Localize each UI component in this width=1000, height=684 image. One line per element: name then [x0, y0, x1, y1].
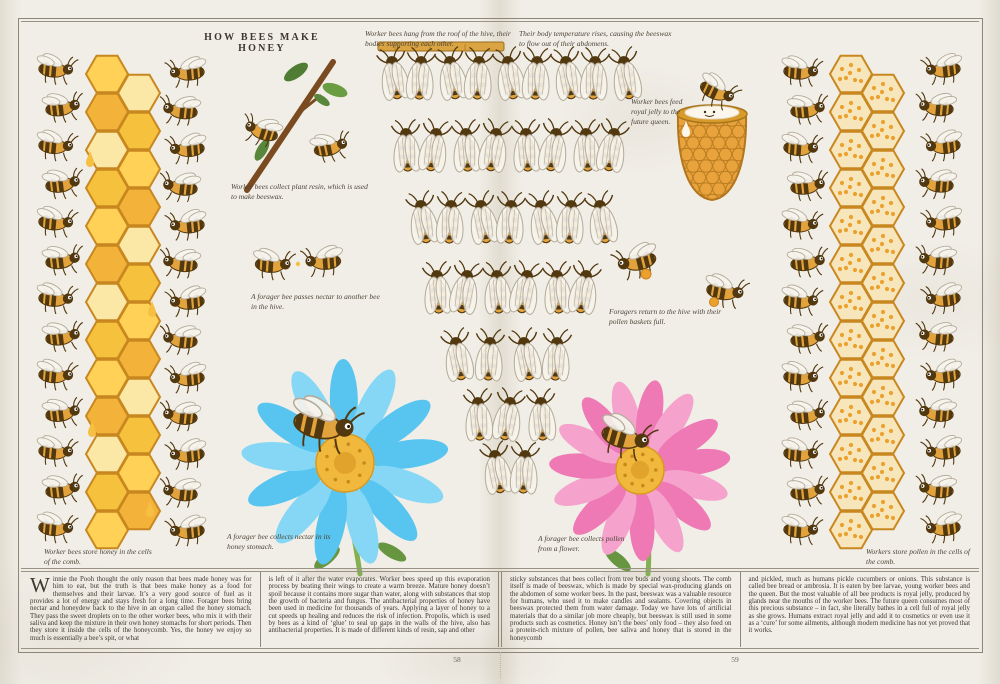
caption-bees-hang: Worker bees hang from the roof of the hive, their bodies supporting each other. [365, 29, 511, 48]
caption-pass-nectar: A forager bee passes nectar to another bee in the hive. [251, 292, 380, 311]
caption-royal-jelly: Worker bees feed royal jelly to the future queen. [631, 97, 683, 126]
page-number-right: 59 [731, 655, 739, 664]
body-column-1 [22, 572, 260, 647]
caption-collect-nectar: A forager bee collects nectar in its honey stomach. [227, 532, 331, 551]
skep-illustration [673, 67, 759, 207]
drop-cap: W [30, 573, 50, 597]
spine-crease [500, 652, 501, 678]
body-column-3: sticky substances that bees collect from tree buds and young shoots. The comb itself is made of beeswax, which is made by special wax-producing glands on the abdomen of some worker bees. In the past, beeswax was a valuable resource for humans, who used it to make candles and sealants. Covering objects in beeswax protected them from water damage. Today we have lots of artificial materials that do a similar job more cheaply, but beeswax is still used in some products such as cosmetics. Honey isn’t the bees’ only food – they also feed on a protein-rich mixture of pollen, bee saliva and honey that is stored in the honeycomb [510, 576, 732, 642]
nectar-pair [251, 242, 346, 282]
caption-foragers-return: Foragers return to the hive with their pollen baskets full. [609, 307, 722, 326]
page-title: HOW BEES MAKE HONEY [204, 32, 320, 54]
caption-beeswax-flow: Their body temperature rises, causing the beeswax to flow out of their abdomens. [519, 29, 672, 48]
body-text-block [22, 572, 978, 647]
caption-plant-resin: Worker bees collect plant resin, which is used to make beeswax. [231, 182, 368, 201]
honeycomb-right [830, 56, 904, 548]
body-column-2: is left of it after the water evaporates. Worker bees speed up this evaporation process by beating their wings to create a warm breeze. Mature honey doesn’t spoil because it contains more sugar than water, along with substances that stop the growth of bacteria and fungus. The antibacterial properties of honey have been used in medicine for thousands of years. Applying a layer of honey to a cut speeds up healing and reduces the risk of infection. Propolis, which is used by bees as a kind of ‘glue’ to seal up gaps in the walls of the hive, also has antibacterial properties. It is made of different kinds of resin, sap and other [268, 576, 490, 635]
branch-illustration [237, 59, 355, 190]
caption-store-honey: Worker bees store honey in the cells of the comb. [44, 547, 152, 566]
honeycomb-left [86, 56, 160, 548]
caption-collect-pollen: A forager bee collects pollen from a flower. [538, 534, 625, 553]
body-column-1-text: innie the Pooh thought the only reason that bees made honey was for him to eat, but the truth is that bees make honey as a food for themselves and their larvae. It’s a very good source of fuel as it provides a lot of energy and stays fresh for a long time. Forager bees bring nectar and honeydew back to the hive in an organ called the honey stomach. They pass the sweet droplets on to the other worker bees, who mix it with their saliva and keep the mixture in their own honey stomachs for short periods. Then they store it inside the cells of the honeycomb. Yes, the honey we enjoy so much is essentially a bee’s spit, or what [30, 576, 252, 642]
caption-store-pollen: Workers store pollen in the cells of the comb. [866, 547, 971, 566]
forager-bees [609, 237, 751, 312]
body-column-4: and pickled, much as humans pickle cucumbers or onions. This substance is called bee bread or ambrosia. It is eaten by bee larvae, young worker bees and the queen. But the most valuable of all bee products is royal jelly, produced by glands near the mouths of the worker bees. The future queen consumes most of this precious substance – in fact, she literally bathes in a cell full of royal jelly as she grows. Humans extract royal jelly and add it to cosmetics or even use it as a ‘cure’ for some ailments, although modern medicine has not yet proved that it works. [748, 576, 970, 635]
page-number-left: 58 [453, 655, 461, 664]
